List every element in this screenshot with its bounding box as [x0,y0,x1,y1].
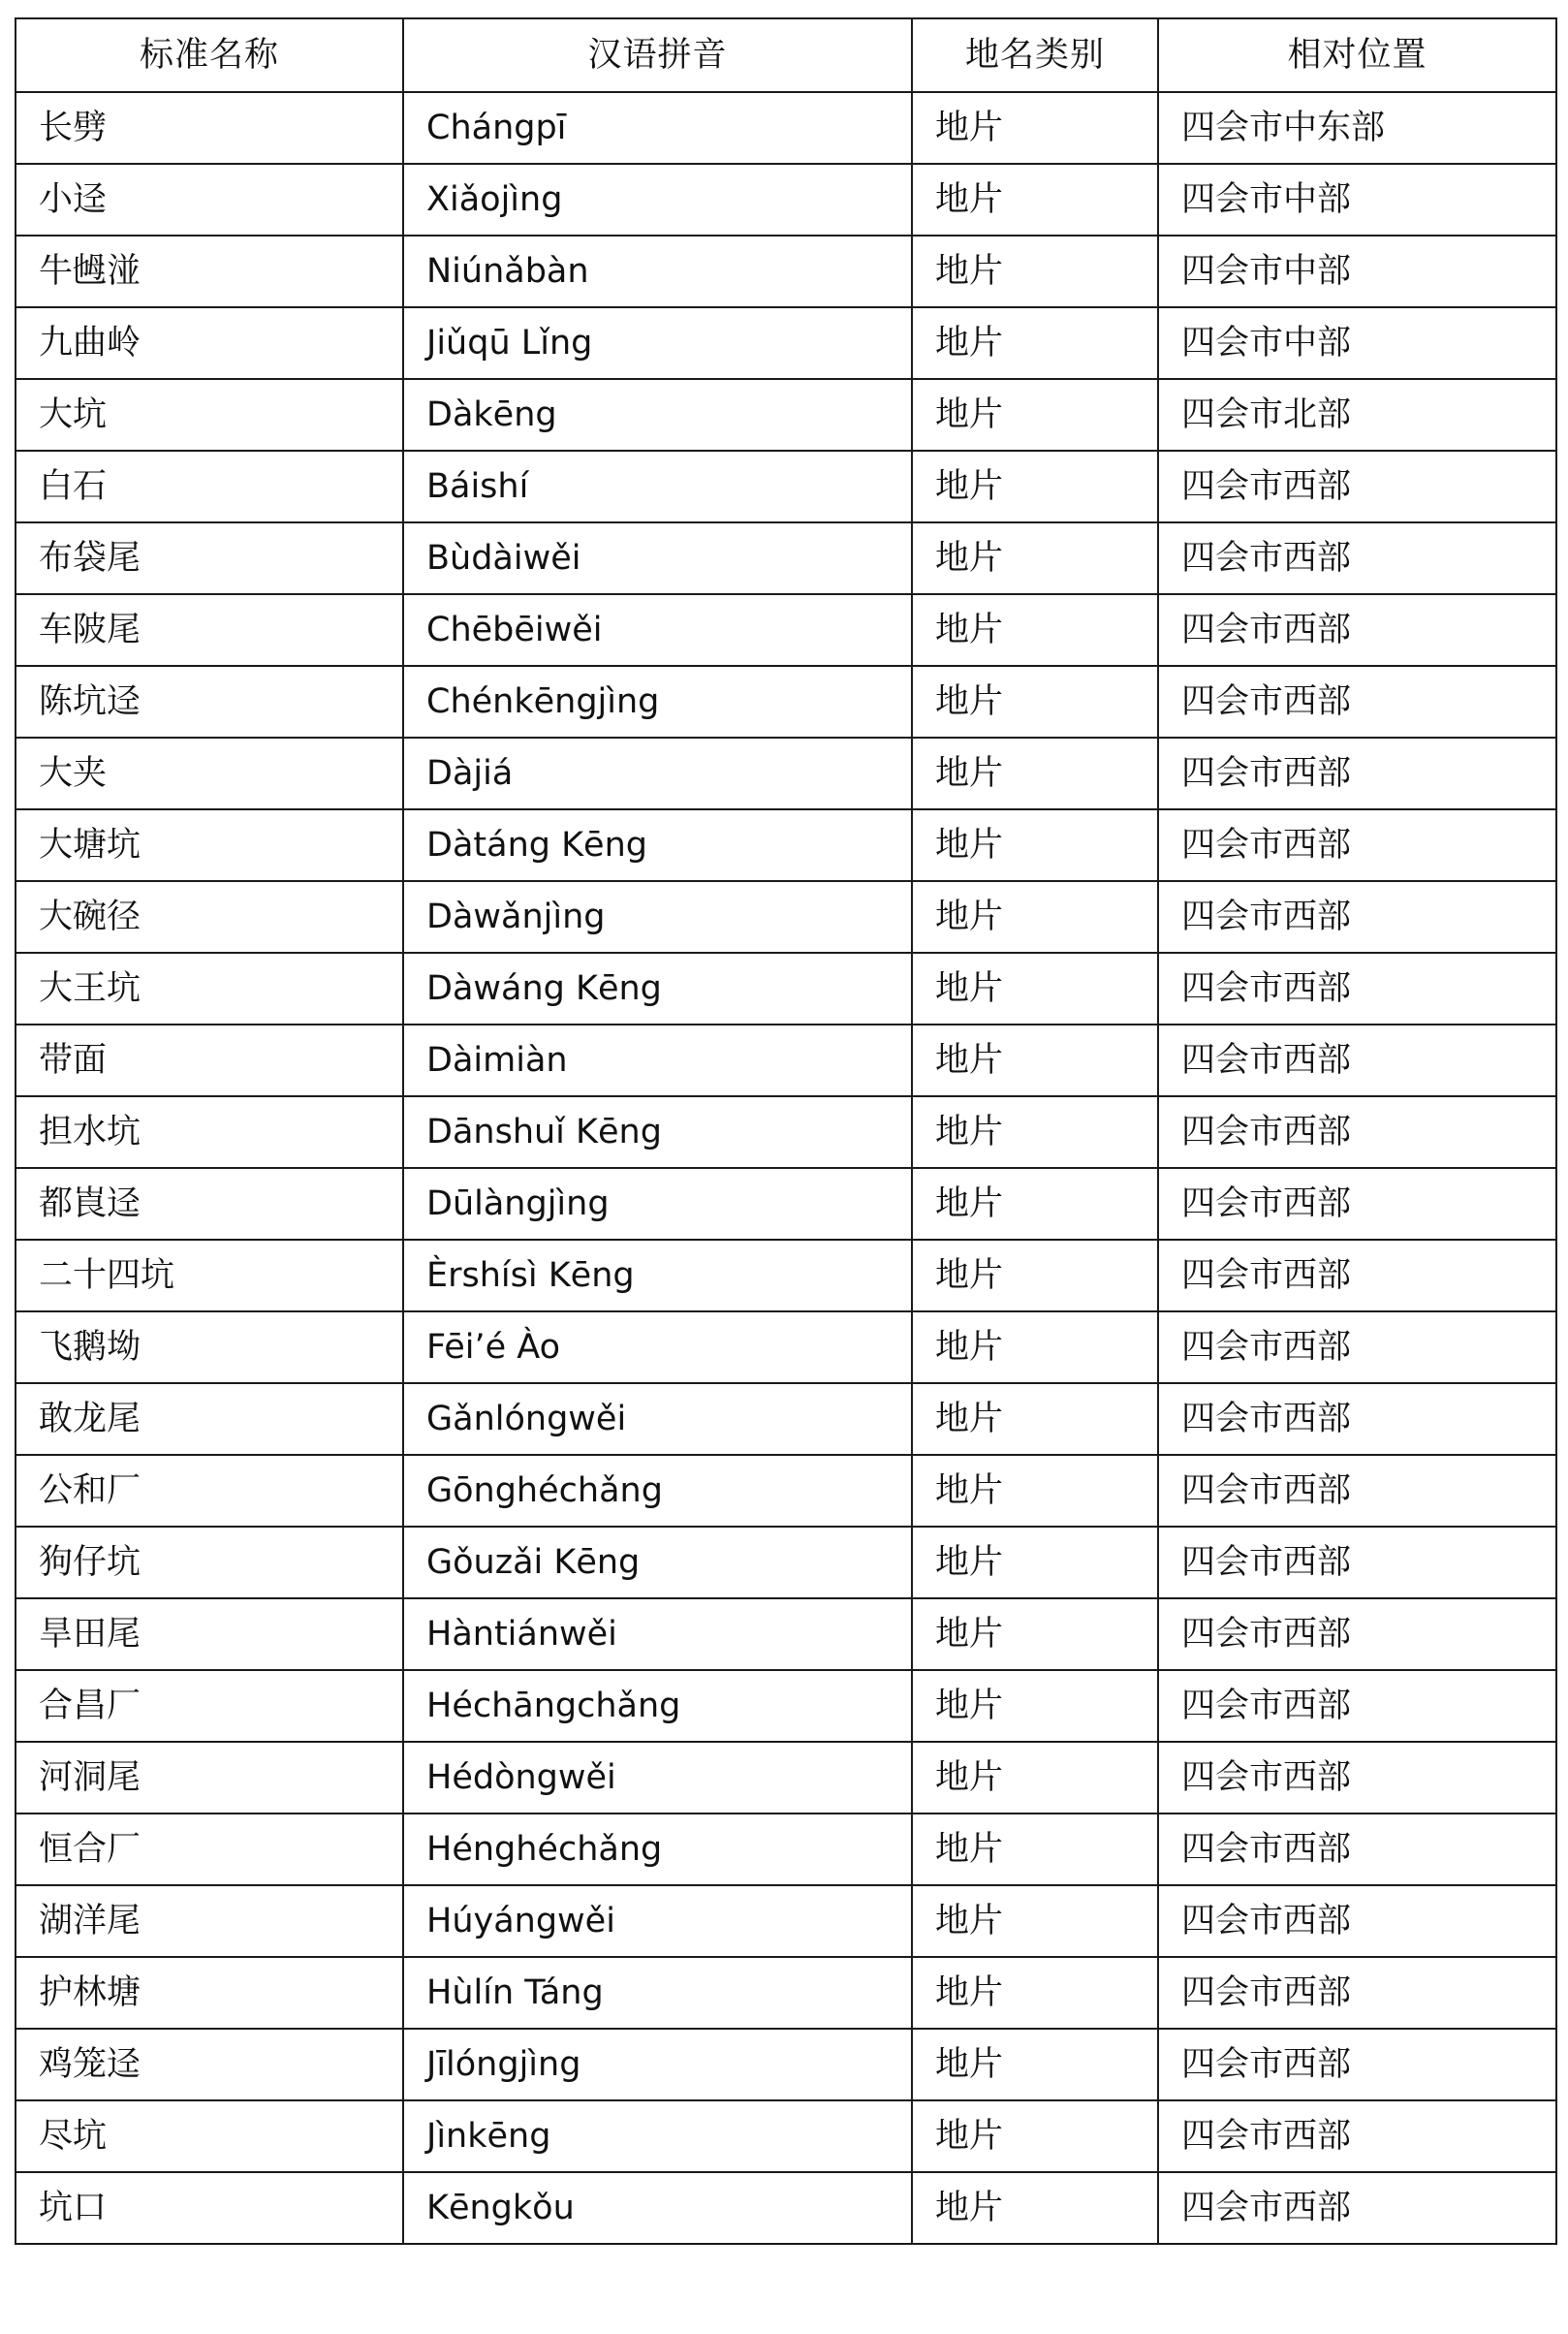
cell-pinyin: Fēi’é Ào [403,1311,912,1383]
cell-relative-location: 四会市西部 [1158,1455,1556,1527]
cell-relative-location: 四会市西部 [1158,1598,1556,1670]
cell-place-type: 地片 [912,1383,1158,1455]
cell-relative-location: 四会市西部 [1158,1814,1556,1885]
cell-relative-location: 四会市中部 [1158,307,1556,379]
cell-pinyin: Kēngkǒu [403,2172,912,2244]
cell-place-type: 地片 [912,164,1158,236]
cell-place-type: 地片 [912,738,1158,809]
cell-relative-location: 四会市西部 [1158,1885,1556,1957]
cell-standard-name: 白石 [16,451,403,522]
cell-standard-name: 大夹 [16,738,403,809]
cell-pinyin: Hédòngwěi [403,1742,912,1814]
cell-standard-name: 长劈 [16,92,403,164]
cell-relative-location: 四会市西部 [1158,809,1556,881]
cell-pinyin: Chēbēiwěi [403,594,912,666]
cell-standard-name: 恒合厂 [16,1814,403,1885]
cell-standard-name: 大坑 [16,379,403,451]
cell-standard-name: 带面 [16,1025,403,1096]
cell-place-type: 地片 [912,379,1158,451]
table-row [16,1957,1556,2029]
cell-standard-name: 都崀迳 [16,1168,403,1240]
table-row [16,1240,1556,1311]
cell-pinyin: Hàntiánwěi [403,1598,912,1670]
cell-relative-location: 四会市西部 [1158,1240,1556,1311]
cell-pinyin: Dānshuǐ Kēng [403,1096,912,1168]
table-row [16,1311,1556,1383]
cell-standard-name: 坑口 [16,2172,403,2244]
cell-place-type: 地片 [912,1742,1158,1814]
table-row [16,1455,1556,1527]
cell-pinyin: Hùlín Táng [403,1957,912,2029]
table-row [16,1527,1556,1598]
table-row [16,1168,1556,1240]
table-row [16,594,1556,666]
table-row [16,164,1556,236]
cell-pinyin: Jīlóngjìng [403,2029,912,2100]
cell-place-type: 地片 [912,236,1158,307]
cell-pinyin: Dàtáng Kēng [403,809,912,881]
table-row [16,1885,1556,1957]
cell-relative-location: 四会市西部 [1158,1957,1556,2029]
table-row [16,738,1556,809]
cell-relative-location: 四会市西部 [1158,451,1556,522]
table-row [16,1383,1556,1455]
table-row [16,451,1556,522]
cell-relative-location: 四会市西部 [1158,2100,1556,2172]
cell-standard-name: 狗仔坑 [16,1527,403,1598]
cell-place-type: 地片 [912,1598,1158,1670]
cell-place-type: 地片 [912,881,1158,953]
table-row [16,1670,1556,1742]
cell-place-type: 地片 [912,1885,1158,1957]
table-row [16,1742,1556,1814]
cell-relative-location: 四会市西部 [1158,2029,1556,2100]
cell-standard-name: 旱田尾 [16,1598,403,1670]
table-row [16,2029,1556,2100]
cell-relative-location: 四会市西部 [1158,1168,1556,1240]
cell-relative-location: 四会市西部 [1158,738,1556,809]
cell-place-type: 地片 [912,1025,1158,1096]
cell-relative-location: 四会市西部 [1158,2172,1556,2244]
cell-place-type: 地片 [912,594,1158,666]
cell-standard-name: 布袋尾 [16,522,403,594]
cell-pinyin: Bùdàiwěi [403,522,912,594]
cell-standard-name: 二十四坑 [16,1240,403,1311]
cell-relative-location: 四会市西部 [1158,1025,1556,1096]
cell-standard-name: 小迳 [16,164,403,236]
table-row [16,307,1556,379]
table-row [16,1814,1556,1885]
cell-place-type: 地片 [912,451,1158,522]
cell-place-type: 地片 [912,1814,1158,1885]
cell-pinyin: Chángpī [403,92,912,164]
cell-place-type: 地片 [912,2172,1158,2244]
table-row [16,1096,1556,1168]
cell-standard-name: 大碗径 [16,881,403,953]
cell-pinyin: Jìnkēng [403,2100,912,2172]
cell-relative-location: 四会市西部 [1158,594,1556,666]
cell-place-type: 地片 [912,1096,1158,1168]
cell-standard-name: 车陂尾 [16,594,403,666]
cell-relative-location: 四会市西部 [1158,1311,1556,1383]
cell-pinyin: Dūlàngjìng [403,1168,912,1240]
cell-pinyin: Dàjiá [403,738,912,809]
header-standard-name: 标准名称 [16,18,403,92]
cell-place-type: 地片 [912,92,1158,164]
cell-relative-location: 四会市西部 [1158,1670,1556,1742]
cell-pinyin: Dàwǎnjìng [403,881,912,953]
header-place-type: 地名类别 [912,18,1158,92]
cell-standard-name: 飞鹅坳 [16,1311,403,1383]
cell-place-type: 地片 [912,522,1158,594]
cell-pinyin: Gǎnlóngwěi [403,1383,912,1455]
cell-standard-name: 鸡笼迳 [16,2029,403,2100]
cell-place-type: 地片 [912,307,1158,379]
cell-relative-location: 四会市西部 [1158,1383,1556,1455]
header-row [16,18,1556,92]
cell-relative-location: 四会市北部 [1158,379,1556,451]
cell-standard-name: 敢龙尾 [16,1383,403,1455]
table-row [16,1598,1556,1670]
cell-pinyin: Niúnǎbàn [403,236,912,307]
cell-place-type: 地片 [912,2100,1158,2172]
cell-standard-name: 护林塘 [16,1957,403,2029]
table-row [16,92,1556,164]
cell-standard-name: 湖洋尾 [16,1885,403,1957]
table-row [16,1025,1556,1096]
cell-standard-name: 公和厂 [16,1455,403,1527]
cell-relative-location: 四会市西部 [1158,1096,1556,1168]
cell-standard-name: 牛乸湴 [16,236,403,307]
cell-relative-location: 四会市西部 [1158,953,1556,1025]
cell-standard-name: 合昌厂 [16,1670,403,1742]
cell-place-type: 地片 [912,1527,1158,1598]
cell-relative-location: 四会市中部 [1158,236,1556,307]
cell-pinyin: Dàkēng [403,379,912,451]
header-pinyin: 汉语拼音 [403,18,912,92]
cell-pinyin: Dàimiàn [403,1025,912,1096]
cell-standard-name: 大王坑 [16,953,403,1025]
table-row [16,809,1556,881]
cell-pinyin: Húyángwěi [403,1885,912,1957]
cell-place-type: 地片 [912,666,1158,738]
cell-pinyin: Héchāngchǎng [403,1670,912,1742]
cell-relative-location: 四会市中部 [1158,164,1556,236]
cell-standard-name: 尽坑 [16,2100,403,2172]
cell-pinyin: Gōnghéchǎng [403,1455,912,1527]
cell-place-type: 地片 [912,1311,1158,1383]
cell-pinyin: Xiǎojìng [403,164,912,236]
cell-place-type: 地片 [912,953,1158,1025]
cell-relative-location: 四会市中东部 [1158,92,1556,164]
table-body [16,92,1556,2244]
table-row [16,379,1556,451]
cell-pinyin: Chénkēngjìng [403,666,912,738]
cell-pinyin: Gǒuzǎi Kēng [403,1527,912,1598]
cell-relative-location: 四会市西部 [1158,1742,1556,1814]
cell-place-type: 地片 [912,1240,1158,1311]
cell-standard-name: 陈坑迳 [16,666,403,738]
cell-pinyin: Báishí [403,451,912,522]
cell-place-type: 地片 [912,2029,1158,2100]
table-row [16,666,1556,738]
table-row [16,953,1556,1025]
cell-standard-name: 河洞尾 [16,1742,403,1814]
cell-place-type: 地片 [912,809,1158,881]
cell-relative-location: 四会市西部 [1158,1527,1556,1598]
cell-pinyin: Jiǔqū Lǐng [403,307,912,379]
table-row [16,522,1556,594]
cell-relative-location: 四会市西部 [1158,666,1556,738]
table-header [16,18,1556,92]
cell-relative-location: 四会市西部 [1158,522,1556,594]
cell-standard-name: 大塘坑 [16,809,403,881]
cell-standard-name: 担水坑 [16,1096,403,1168]
cell-pinyin: Dàwáng Kēng [403,953,912,1025]
header-relative-location: 相对位置 [1158,18,1556,92]
table-row [16,2100,1556,2172]
table-row [16,881,1556,953]
cell-relative-location: 四会市西部 [1158,881,1556,953]
place-name-table [15,17,1557,2245]
cell-place-type: 地片 [912,1957,1158,2029]
cell-pinyin: Èrshísì Kēng [403,1240,912,1311]
cell-place-type: 地片 [912,1455,1158,1527]
cell-standard-name: 九曲岭 [16,307,403,379]
cell-place-type: 地片 [912,1168,1158,1240]
table-row [16,2172,1556,2244]
cell-place-type: 地片 [912,1670,1158,1742]
cell-pinyin: Hénghéchǎng [403,1814,912,1885]
table-row [16,236,1556,307]
